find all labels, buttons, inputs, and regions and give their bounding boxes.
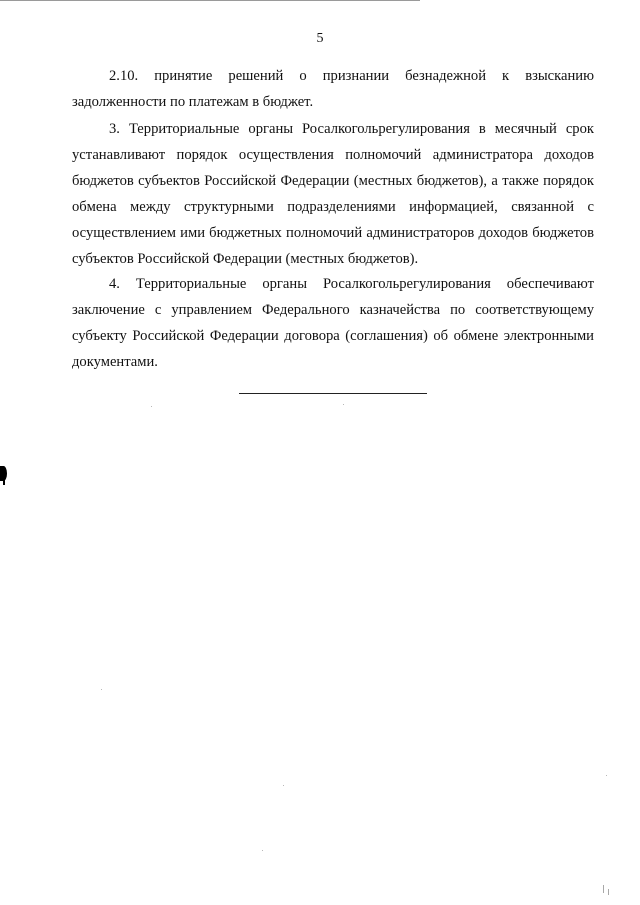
scan-corner-mark — [603, 885, 604, 893]
scan-speck — [151, 406, 152, 407]
scan-top-edge — [0, 0, 420, 1]
paragraph-4: 4. Территориальные органы Росалкогольрегулирования обеспечивают заключение с управлением Федерального казначейства по соответствующему субъекту Российской Федерации договора (соглашения) об обмене электронными документами. — [72, 276, 594, 370]
scan-speck — [606, 775, 607, 776]
page-number: 5 — [316, 31, 324, 46]
scan-corner-mark — [608, 889, 609, 895]
paragraph-2-10: 2.10. принятие решений о признании безнадежной к взысканию задолженности по платежам в бюджет. — [72, 68, 594, 110]
binding-hole-mark — [0, 466, 7, 481]
scan-speck — [343, 404, 344, 405]
scan-speck — [283, 785, 284, 786]
closing-divider-line — [239, 393, 427, 394]
scan-speck — [262, 850, 263, 851]
paragraph-3: 3. Территориальные органы Росалкогольрегулирования в месячный срок устанавливают порядок осуществления полномочий администратора доходов бюджетов субъектов Российской Федерации (местных бюджетов), а также порядок обмена между структурными подразделениями информацией, связанной с осуществлением ими бюджетных полномочий администраторов доходов бюджетов субъектов Российской Федерации (местных бюджетов). — [72, 121, 594, 267]
scan-speck — [101, 689, 102, 690]
